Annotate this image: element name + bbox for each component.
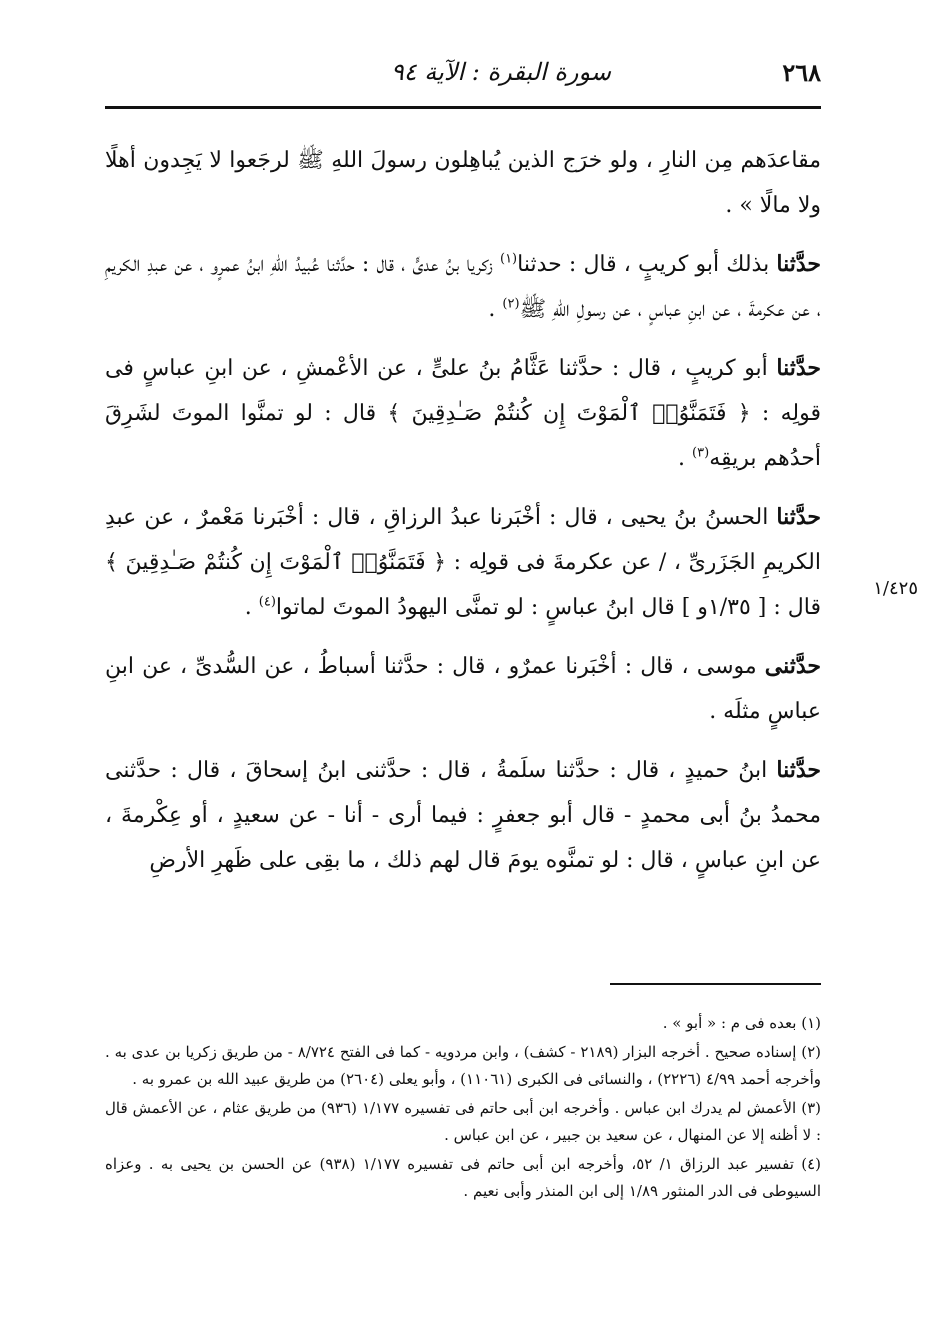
footnote-ref-1: (١)	[499, 251, 518, 267]
paragraph-lead: حدَّثنا	[776, 504, 821, 530]
footnote-rule	[610, 983, 821, 985]
page-number: ٢٦٨	[782, 58, 821, 87]
footnote-4: (٤) تفسير عبد الرزاق ١/ ٥٢، وأخرجه ابن أبى حاتم فى تفسيره ١/١٧٧ (٩٣٨) عن الحسن بن يحيى به . وعزاه السيوطى فى الدر المنثور ١/٨٩ إلى ابن المنذر وأبى نعيم .	[105, 1155, 822, 1200]
paragraph-text: .	[678, 446, 693, 471]
paragraph-text: ﴾ قال : [ ١/٣٥و ] قال ابنُ عباسٍ : لو تمنَّى اليهودُ الموتَ لماتوا	[105, 550, 821, 620]
quran-quote: فَتَمَنَّوُا۟ ٱلْمَوْتَ إِن كُنتُمْ صَـٰدِقِينَ	[411, 401, 727, 426]
paragraph-1: مقاعدَهم مِن النارِ ، ولو خرَج الذين يُباهِلون رسولَ اللهِ ﷺ لرجَعوا لا يَجِدون أهلًا ولا مالًا » .	[105, 148, 821, 218]
footnote-ref-3: (٣)	[692, 445, 710, 461]
paragraph-text: .	[244, 595, 259, 620]
paragraph-text: ابنُ حميدٍ ، قال : حدَّثنا سلَمةُ ، قال : حدَّثنى ابنُ إسحاقَ ، قال : حدَّثنى محمدُ بنُ أبى محمدٍ - قال أبو جعفرٍ : فيما أرى - أنا - عن سعيدٍ ، أو عِكْرمةَ ، عن ابنِ عباسٍ ، قال : لو تمنَّوه يومَ قال لهم ذلك ، ما بقِى على ظَهرِ الأرضِ	[105, 758, 821, 873]
paragraph-lead: حدَّثنا	[776, 355, 821, 381]
footnote-ref-4: (٤)	[258, 594, 276, 610]
paragraph-lead: حدَّثنا	[776, 251, 821, 277]
paragraph-lead: حدَّثنى	[764, 653, 821, 679]
paragraph-lead: حدَّثنا	[776, 757, 821, 783]
paragraph-text: موسى ، قال : أخْبَرنا عمرٌو ، قال : حدَّثنا أسباطُ ، عن السُّدىِّ ، عن ابنِ عباسٍ مثلَه .	[105, 654, 821, 724]
main-text	[105, 138, 821, 897]
margin-folio-note: ١/٤٢٥	[873, 578, 918, 599]
paragraph-3	[105, 346, 821, 481]
footnotes	[105, 1010, 821, 1207]
footnote-ref-2: (٢)	[502, 296, 520, 312]
page-header	[105, 52, 821, 100]
footnote-3: (٣) الأعمش لم يدرك ابن عباس . وأخرجه ابن أبى حاتم فى تفسيره ١/١٧٧ (٩٣٦) من طريق عثام ، عن الأعمش قال : لا أظنه إلا عن المنهال ، عن سعيد بن جبير ، عن ابن عباس .	[105, 1099, 821, 1144]
paragraph-text: .	[488, 297, 503, 322]
running-title: سورة البقرة : الآية ٩٤	[390, 58, 611, 86]
paragraph-4	[105, 495, 821, 630]
footnote-2: (٢) إسناده صحيح . أخرجه البزار (٢١٨٩ - كشف) ، وابن مردويه - كما فى الفتح ٨/٧٢٤ - من طريق زكريا بن عدى به . وأخرجه أحمد ٤/٩٩ (٢٢٢٦) ، والنسائى فى الكبرى (١١٠٦١) ، وأبو يعلى (٢٦٠٤) من طريق عبيد الله بن عمرو به .	[105, 1043, 821, 1088]
paragraph-text: الحسنُ بنُ يحيى ، قال : أخْبَرنا عبدُ الرزاقِ ، قال : أخْبَرنا مَعْمرٌ ، عن عبدِ الكريمِ الجَزَرىِّ ، / عن عكرمةَ فى قولِه : ﴿	[105, 505, 821, 575]
paragraph-text: ﴾ قال : لو تمنَّوا الموتَ لشَرِقَ أحدُهم بريقِه	[105, 401, 821, 471]
paragraph-6	[105, 748, 821, 883]
paragraph-text: أبو كريبٍ ، قال : حدَّثنا عَثَّامُ بنُ علىٍّ ، عن الأعْمشِ ، عن ابنِ عباسٍ فى قولِه : ﴿	[105, 356, 821, 426]
paragraph-text: زكريا بنُ عدىٍّ ، قال : حدَّثنا عُبيدُ اللهِ ابنُ عمرٍو ، عن عبدِ الكريمِ ، عن عكرمةَ ، عن ابنِ عباسٍ ، عن رسولِ اللهِ ﷺ	[105, 252, 821, 322]
quran-quote: فَتَمَنَّوُا۟ ٱلْمَوْتَ إِن كُنتُمْ صَـٰدِقِينَ	[125, 550, 426, 575]
paragraph-2	[105, 242, 821, 332]
paragraph-text: بذلك أبو كريبٍ ، قال : حدثنا	[517, 252, 777, 277]
header-rule	[105, 106, 821, 109]
footnote-1: (١) بعده فى م : « أبو » .	[662, 1014, 821, 1032]
paragraph-5	[105, 644, 821, 734]
